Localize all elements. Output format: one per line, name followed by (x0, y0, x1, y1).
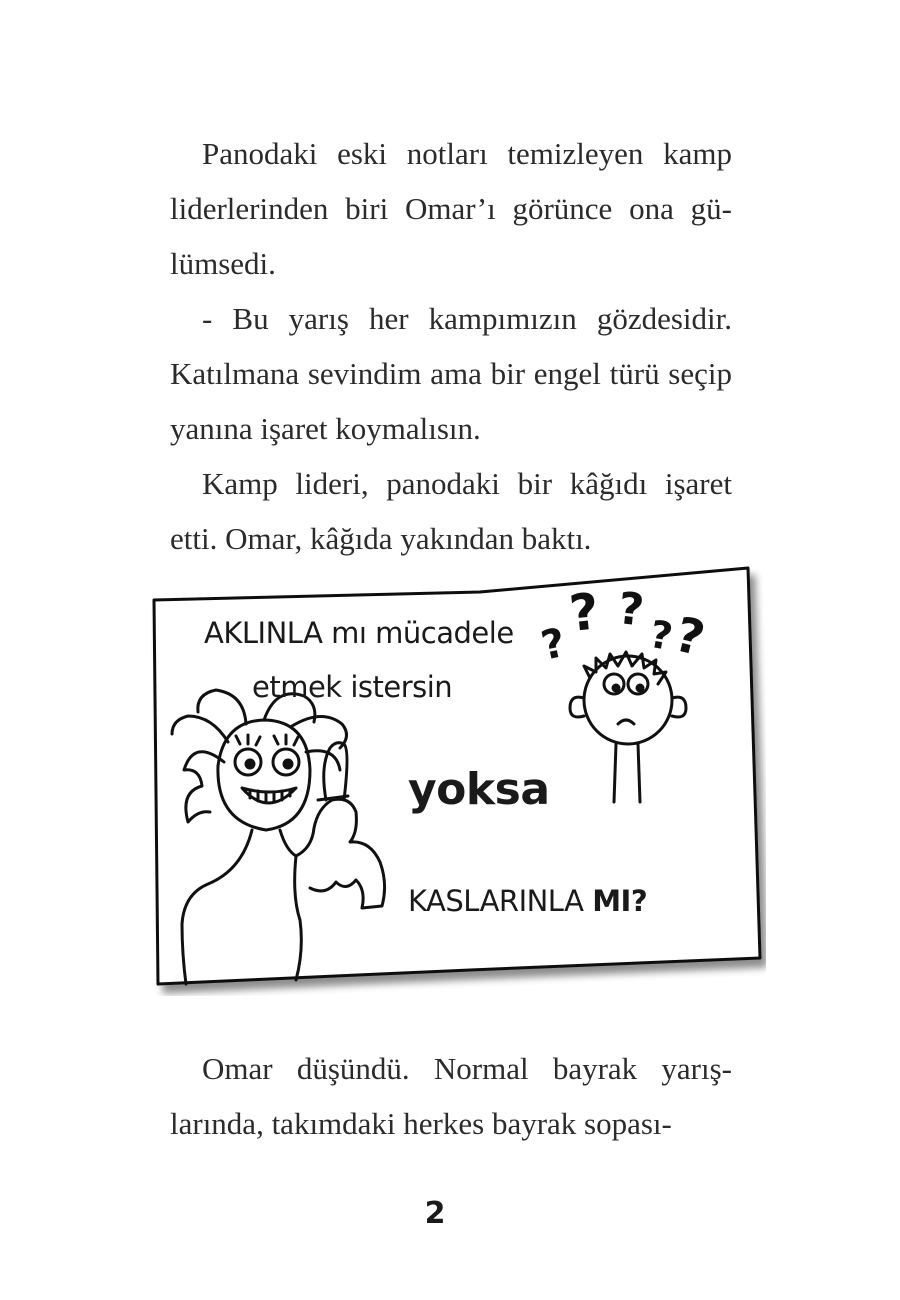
top-text-block (170, 126, 732, 566)
paragraph-1: Panodaki eski notları temizleyen kamp liderlerinden biri Omar’ı görünce ona gü-lümsedi. (170, 136, 732, 281)
poster-last-line-part2: MI? (592, 884, 648, 918)
svg-text:?: ? (537, 619, 570, 670)
svg-text:?: ? (615, 583, 647, 637)
paragraph-4: Omar düşündü. Normal bayrak yarış-larında, takımdaki herkes bayrak sopası- (170, 1051, 732, 1141)
svg-text:?: ? (669, 606, 711, 668)
camp-notice-poster (140, 566, 766, 996)
paragraph-3: Kamp lideri, panodaki bir kâğıdı işaret etti. Omar, kâğıda yakından baktı. (170, 466, 732, 556)
poster-last-line-part1: KASLARINLA (408, 884, 593, 918)
page-number: 2 (424, 1196, 446, 1231)
poster-last-line (408, 884, 647, 918)
poster-line-2: etmek istersin (252, 670, 453, 704)
bottom-text-block (170, 1041, 732, 1151)
svg-text:?: ? (646, 611, 676, 660)
paragraph-2: - Bu yarış her kampımızın gözdesidir. Katılmana sevindim ama bir engel türü seçip yanına işaret koymalısın. (170, 301, 732, 446)
poster-middle-word: yoksa (408, 764, 550, 815)
svg-text:?: ? (566, 582, 602, 643)
poster-line-1: AKLINLA mı mücadele (204, 616, 514, 650)
